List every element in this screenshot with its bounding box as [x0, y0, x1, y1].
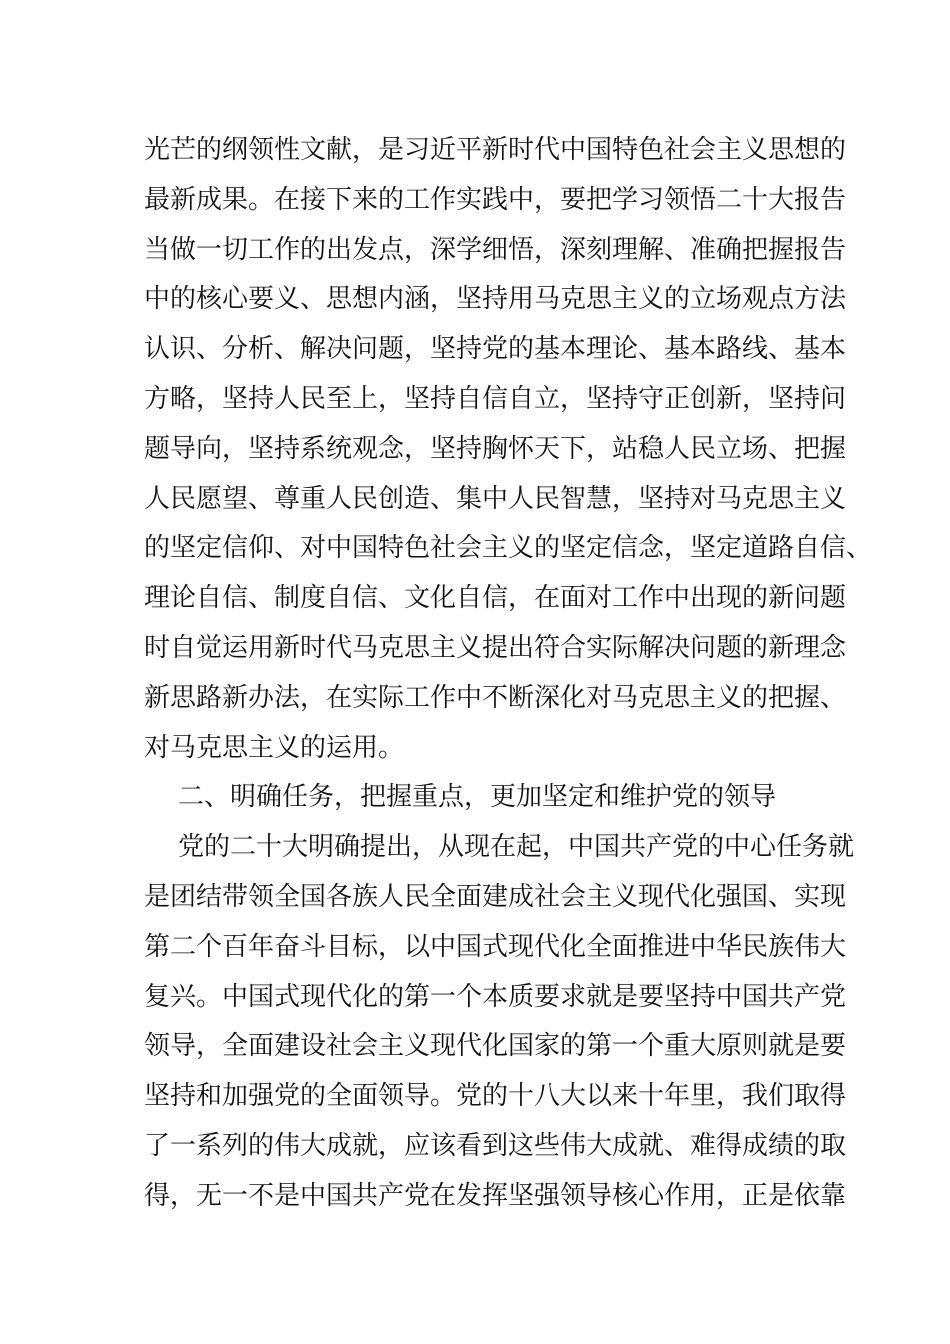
text-line: 的坚定信仰、对中国特色社会主义的坚定信念，坚定道路自信、: [144, 533, 873, 564]
text-line: 中的核心要义、思想内涵，坚持用马克思主义的立场观点方法: [144, 284, 847, 315]
text-line: 坚持和加强党的全面领导。党的十八大以来十年里，我们取得: [144, 1081, 847, 1112]
document-body: [144, 126, 873, 1222]
text-line: 人民愿望、尊重人民创造、集中人民智慧，坚持对马克思主义: [144, 483, 847, 514]
text-line: 得，无一不是中国共产党在发挥坚强领导核心作用，正是依靠: [144, 1180, 847, 1211]
section-heading: 二、明确任务，把握重点，更加坚定和维护党的领导: [178, 782, 777, 813]
text-line: 对马克思主义的运用。: [144, 732, 405, 763]
text-line: 方略，坚持人民至上，坚持自信自立，坚持守正创新，坚持问: [144, 383, 847, 414]
text-line: 是团结带领全国各族人民全面建成社会主义现代化强国、实现: [144, 881, 847, 912]
text-line: 复兴。中国式现代化的第一个本质要求就是要坚持中国共产党: [144, 981, 847, 1012]
text-line: 时自觉运用新时代马克思主义提出符合实际解决问题的新理念: [144, 632, 847, 663]
text-line: 了一系列的伟大成就，应该看到这些伟大成就、难得成绩的取: [144, 1130, 847, 1161]
text-line: 认识、分析、解决问题，坚持党的基本理论、基本路线、基本: [144, 334, 847, 365]
paragraph-first-line: 党的二十大明确提出，从现在起，中国共产党的中心任务就: [178, 832, 855, 863]
text-line: 新思路新办法，在实际工作中不断深化对马克思主义的把握、: [144, 682, 847, 713]
text-line: 光芒的纲领性文献，是习近平新时代中国特色社会主义思想的: [144, 135, 847, 165]
text-line: 最新成果。在接下来的工作实践中，要把学习领悟二十大报告: [144, 184, 847, 215]
text-line: 题导向，坚持系统观念，坚持胸怀天下，站稳人民立场、把握: [144, 433, 847, 464]
text-line: 当做一切工作的出发点，深学细悟，深刻理解、准确把握报告: [144, 234, 847, 265]
text-line: 理论自信、制度自信、文化自信，在面对工作中出现的新问题: [144, 583, 847, 614]
text-line: 第二个百年奋斗目标，以中国式现代化全面推进中华民族伟大: [144, 931, 847, 962]
text-line: 领导，全面建设社会主义现代化国家的第一个重大原则就是要: [144, 1031, 847, 1062]
